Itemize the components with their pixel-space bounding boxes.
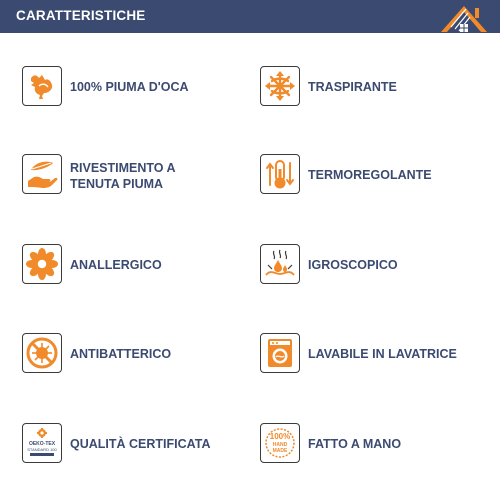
feature-label-line1: RIVESTIMENTO A [70, 161, 176, 175]
feature-label: TERMOREGOLANTE [308, 168, 432, 182]
washing-machine-icon [260, 333, 300, 373]
brand-logo [437, 2, 491, 58]
house-roof-icon [437, 2, 491, 38]
badge-text-1: OEKO-TEX [28, 441, 56, 447]
feature-label: 100% PIUMA D'OCA [70, 80, 189, 94]
feature-label: FATTO A MANO [308, 437, 402, 451]
goose-icon [22, 66, 62, 106]
logo-text: CASA [440, 36, 488, 53]
feature-label: ANTIBATTERICO [70, 347, 172, 361]
feature-label-line2: TENUTA PIUMA [70, 177, 164, 191]
flower-icon [22, 244, 62, 284]
feature-label: QUALITÀ CERTIFICATA [70, 437, 211, 451]
feature-label: ANALLERGICO [70, 258, 162, 272]
no-bacteria-icon [22, 333, 62, 373]
handmade-badge-icon [260, 423, 300, 463]
page-title: CARATTERISTICHE [16, 8, 146, 23]
header-bar [0, 0, 500, 33]
badge-text-3: MADE [272, 448, 288, 454]
feather-hand-icon [22, 154, 62, 194]
oeko-tex-badge-icon [22, 423, 62, 463]
thermometer-icon [260, 154, 300, 194]
hygroscopic-drops-icon [260, 244, 300, 284]
feature-label: IGROSCOPICO [308, 258, 398, 272]
badge-text-1: 100% [269, 432, 291, 441]
feature-label: TRASPIRANTE [308, 80, 397, 94]
feature-label: LAVABILE IN LAVATRICE [308, 347, 457, 361]
breathable-arrows-icon [260, 66, 300, 106]
badge-text-2: HAND [272, 442, 288, 448]
badge-text-2: STANDARD 100 [27, 447, 57, 452]
